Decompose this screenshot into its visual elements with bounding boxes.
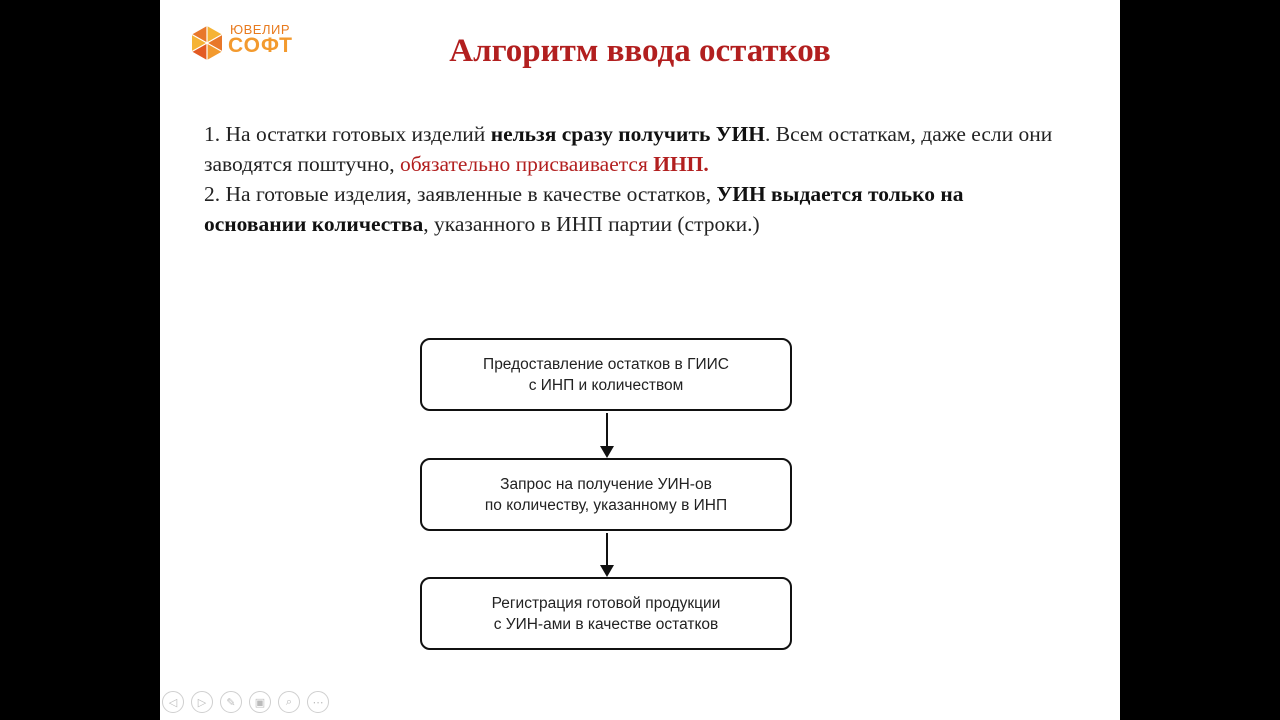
next-icon: ▷	[197, 695, 207, 709]
p1-text-a: 1. На остатки готовых изделий	[204, 122, 491, 146]
more-icon: ⋯	[312, 695, 324, 709]
p1-text-c: . Всем остаткам, даже если они заводятся поштучно,	[204, 122, 1053, 176]
p2-text-a: 2. На готовые изделия, заявленные в качестве остатков,	[204, 182, 717, 206]
slide-title: Алгоритм ввода остатков	[449, 33, 831, 69]
p1-highlight: обязательно присваивается	[399, 152, 654, 176]
flow-step-2-line1: Запрос на получение УИН-ов	[500, 475, 712, 493]
logo-text-top: ЮВЕЛИР	[230, 22, 291, 37]
slide	[160, 0, 1120, 720]
p2-text-c: , указанного в ИНП партии (строки.)	[423, 212, 760, 236]
flow-step-3-line1: Регистрация готовой продукции	[491, 594, 721, 612]
flow-step-3	[420, 577, 792, 650]
paragraph-1	[204, 119, 1064, 179]
previous-slide-button[interactable]	[162, 691, 184, 713]
flow-arrow-1	[606, 413, 608, 447]
logo-text-bottom: СОФТ	[228, 34, 293, 57]
paragraph-2	[204, 179, 1064, 239]
flow-step-2	[420, 458, 792, 531]
previous-icon: ◁	[168, 695, 178, 709]
zoom-button[interactable]	[278, 691, 300, 713]
p2-emphasis: УИН выдается только на основании количества	[204, 182, 964, 236]
flow-arrow-1-head	[600, 446, 614, 458]
flow-step-1	[420, 338, 792, 411]
slides-icon: ▣	[254, 695, 266, 709]
flow-step-1-line2: с ИНП и количеством	[528, 376, 684, 394]
flow-arrow-2-head	[600, 565, 614, 577]
next-slide-button[interactable]	[191, 691, 213, 713]
p1-emphasis: нельзя сразу получить УИН	[490, 122, 765, 146]
slide-body	[204, 119, 1064, 239]
p1-highlight-bold: ИНП.	[653, 152, 709, 176]
zoom-icon: ⌕	[285, 695, 293, 708]
see-all-slides-button[interactable]	[249, 691, 271, 713]
more-options-button[interactable]	[307, 691, 329, 713]
flow-arrow-2	[606, 533, 608, 566]
flow-step-3-line2: с УИН-ами в качестве остатков	[493, 615, 719, 633]
pen-icon: ✎	[226, 695, 236, 709]
flow-step-1-line1: Предоставление остатков в ГИИС	[483, 355, 729, 373]
pen-tool-button[interactable]	[220, 691, 242, 713]
slideshow-controls	[162, 691, 329, 713]
flow-step-2-line2: по количеству, указанному в ИНП	[484, 496, 728, 514]
